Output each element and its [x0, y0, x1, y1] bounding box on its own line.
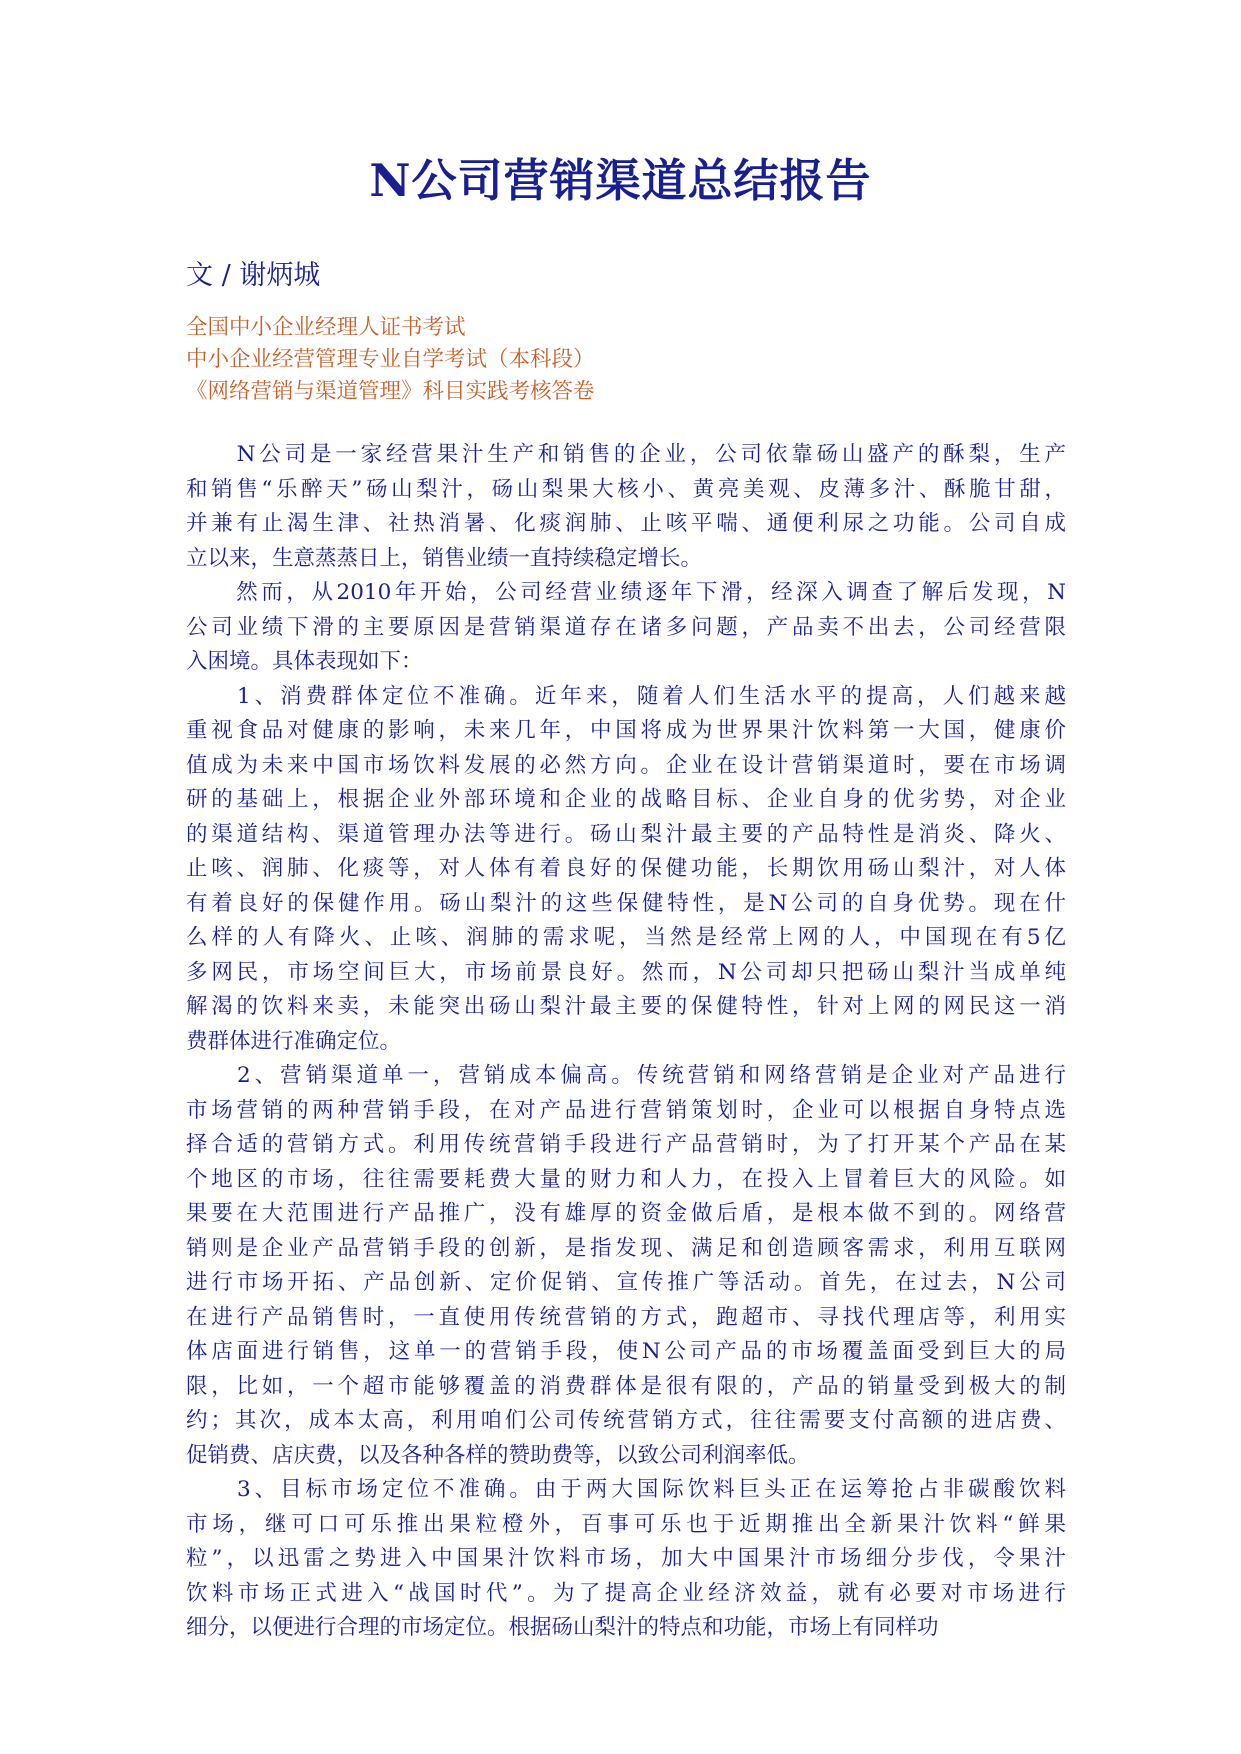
paragraph-line: 3、目标市场定位不准确。由于两大国际饮料巨头正在运筹抢占非碳酸饮料	[186, 1477, 1066, 1502]
body-paragraph	[186, 1473, 1066, 1646]
paragraph-line: 有着良好的保健作用。砀山梨汁的这些保健特性，是N公司的自身优势。现在什	[186, 890, 1066, 916]
paragraph-line: 重视食品对健康的影响，未来几年，中国将成为世界果汁饮料第一大国，健康价	[186, 718, 1066, 743]
paragraph-line: 促销费、店庆费，以及各种各样的赞助费等，以致公司利润率低。	[186, 1442, 810, 1468]
exam-subtitle: 全国中小企业经理人证书考试	[186, 315, 466, 340]
paragraph-line: 果要在大范围进行产品推广，没有雄厚的资金做后盾，是根本做不到的。网络营	[186, 1201, 1066, 1226]
paragraph-line: 止咳、润肺、化痰等，对人体有着良好的保健功能，长期饮用砀山梨汁，对人体	[186, 856, 1066, 881]
paragraph-line: 么样的人有降火、止咳、润肺的需求呢，当然是经常上网的人，中国现在有5亿	[186, 925, 1066, 950]
paragraph-line: 1、消费群体定位不准确。近年来，随着人们生活水平的提高，人们越来越	[186, 683, 1066, 709]
paragraph-line: 多网民，市场空间巨大，市场前景良好。然而，N公司却只把砀山梨汁当成单纯	[186, 959, 1066, 985]
paragraph-line: 择合适的营销方式。利用传统营销手段进行产品营销时，为了打开某个产品在某	[186, 1132, 1066, 1157]
paragraph-line: 研的基础上，根据企业外部环境和企业的战略目标、企业自身的优劣势，对企业	[186, 787, 1066, 812]
paragraph-line: 个地区的市场，往往需要耗费大量的财力和人力，在投入上冒着巨大的风险。如	[186, 1166, 1066, 1192]
paragraph-line: 粒”，以迅雷之势进入中国果汁饮料市场，加大中国果汁市场细分步伐，令果汁	[186, 1546, 1066, 1571]
paragraph-line: 2、营销渠道单一，营销成本偏高。传统营销和网络营销是企业对产品进行	[186, 1063, 1066, 1088]
paragraph-line: N公司是一家经营果汁生产和销售的企业，公司依靠砀山盛产的酥梨，生产	[186, 442, 1066, 467]
paragraph-line: 限，比如，一个超市能够覆盖的消费群体是很有限的，产品的销量受到极大的制	[186, 1373, 1066, 1399]
exam-subtitle: 中小企业经营管理专业自学考试（本科段）	[186, 347, 595, 372]
paragraph-line: 入困境。具体表现如下：	[186, 649, 423, 674]
paragraph-line: 费群体进行准确定位。	[186, 1028, 402, 1054]
body-paragraph	[186, 680, 1066, 1060]
body-paragraph	[186, 1059, 1066, 1473]
paragraph-line: 在进行产品销售时，一直使用传统营销的方式，跑超市、寻找代理店等，利用实	[186, 1304, 1066, 1330]
paragraph-line: 公司业绩下滑的主要原因是营销渠道存在诸多问题，产品卖不出去，公司经营限	[186, 614, 1066, 640]
paragraph-line: 细分，以便进行合理的市场定位。根据砀山梨汁的特点和功能，市场上有同样功	[186, 1615, 939, 1640]
exam-subtitles	[186, 312, 1086, 408]
body-paragraph	[186, 438, 1066, 576]
report-body	[186, 438, 1066, 1646]
author-line: 文 / 谢炳城	[186, 260, 321, 291]
body-paragraph	[186, 576, 1066, 680]
paragraph-line: 值成为未来中国市场饮料发展的必然方向。企业在设计营销渠道时，要在市场调	[186, 752, 1066, 778]
document-title: N公司营销渠道总结报告	[369, 154, 872, 207]
paragraph-line: 销则是企业产品营销手段的创新，是指发现、满足和创造顾客需求，利用互联网	[186, 1235, 1066, 1261]
paragraph-line: 市场，继可口可乐推出果粒橙外，百事可乐也于近期推出全新果汁饮料“鲜果	[186, 1511, 1066, 1537]
paragraph-line: 饮料市场正式进入“战国时代”。为了提高企业经济效益，就有必要对市场进行	[186, 1580, 1066, 1606]
paragraph-line: 然而，从2010年开始，公司经营业绩逐年下滑，经深入调查了解后发现，N	[186, 580, 1066, 605]
paragraph-line: 约；其次，成本太高，利用咱们公司传统营销方式，往往需要支付高额的进店费、	[186, 1408, 1066, 1433]
paragraph-line: 市场营销的两种营销手段，在对产品进行营销策划时，企业可以根据自身特点选	[186, 1097, 1066, 1123]
paragraph-line: 解渴的饮料来卖，未能突出砀山梨汁最主要的保健特性，针对上网的网民这一消	[186, 994, 1066, 1019]
paragraph-line: 并兼有止渴生津、社热消暑、化痰润肺、止咳平喘、通便利尿之功能。公司自成	[186, 511, 1066, 536]
paragraph-line: 进行市场开拓、产品创新、定价促销、宣传推广等活动。首先，在过去，N公司	[186, 1270, 1066, 1295]
exam-subtitle: 《网络营销与渠道管理》科目实践考核答卷	[186, 379, 595, 404]
paragraph-line: 和销售“乐醉天”砀山梨汁，砀山梨果大核小、黄亮美观、皮薄多汁、酥脆甘甜，	[186, 476, 1066, 502]
paragraph-line: 立以来，生意蒸蒸日上，销售业绩一直持续稳定增长。	[186, 545, 703, 571]
paragraph-line: 体店面进行销售，这单一的营销手段，使N公司产品的市场覆盖面受到巨大的局	[186, 1339, 1066, 1364]
paragraph-line: 的渠道结构、渠道管理办法等进行。砀山梨汁最主要的产品特性是消炎、降火、	[186, 821, 1066, 847]
